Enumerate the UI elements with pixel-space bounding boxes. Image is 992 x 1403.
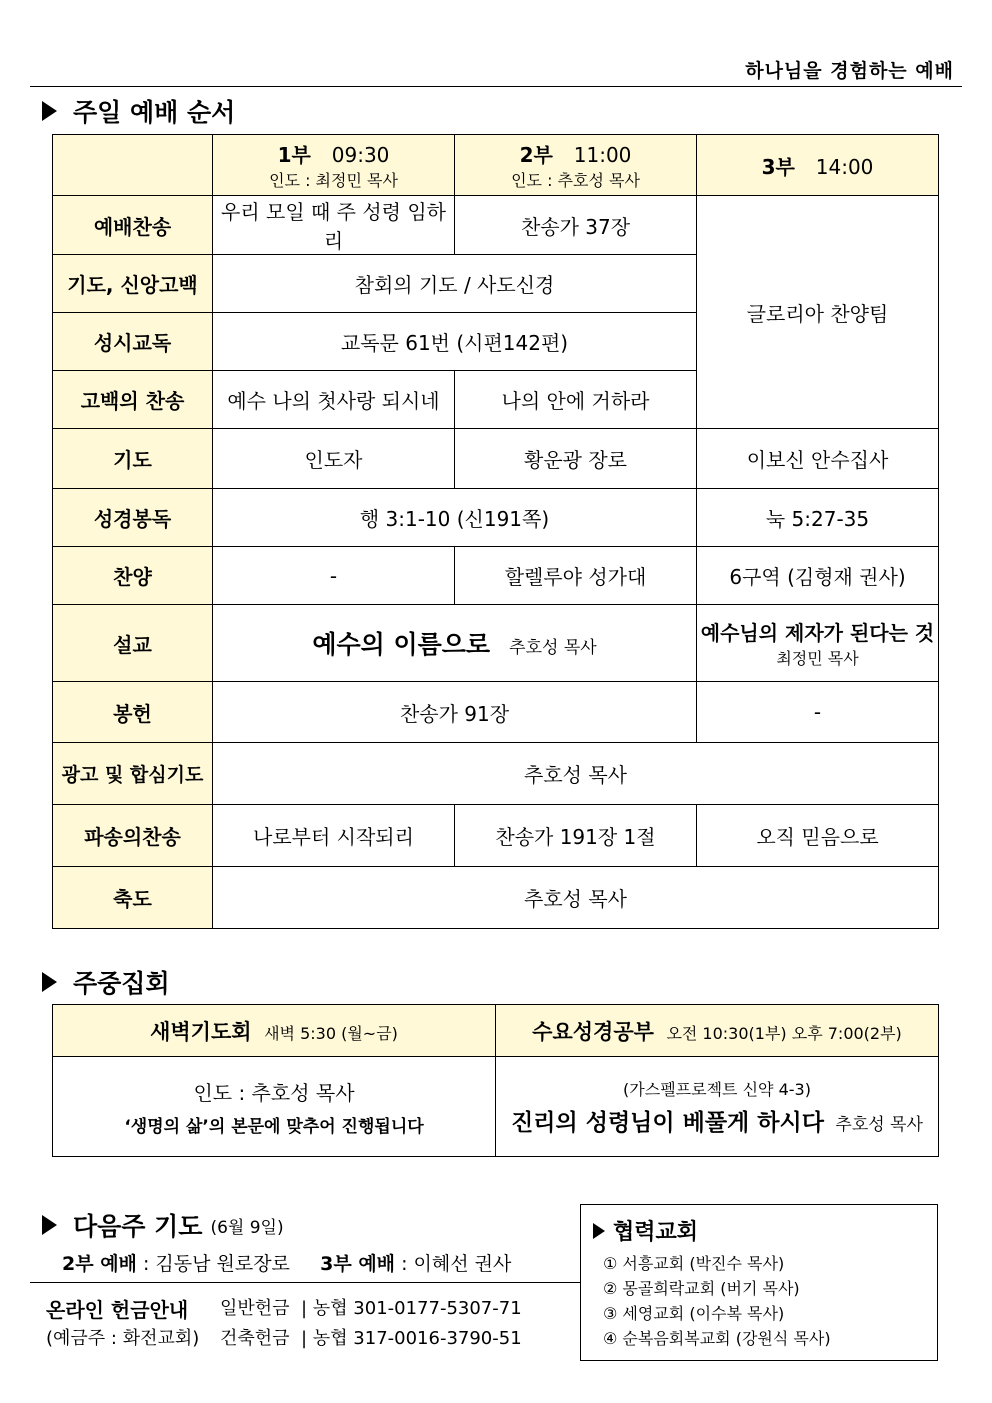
row-label-hymn: 예배찬송 (53, 196, 213, 255)
scripture-part12: 행 3:1-10 (신191쪽) (213, 489, 697, 547)
list-item: ② 몽골희락교회 (버기 목사) (603, 1279, 800, 1298)
sending-part3: 오직 믿음으로 (697, 805, 939, 867)
sunday-title-text: 주일 예배 순서 (73, 98, 236, 127)
offering-part12: 찬송가 91장 (213, 682, 697, 743)
wednesday-sermon-title: 진리의 성령님이 베풀게 하시다 (511, 1109, 824, 1136)
row-label-creed: 기도, 신앙고백 (53, 255, 213, 313)
hymn-part1: 우리 모일 때 주 성령 임하리 (213, 196, 455, 255)
row-label-confession: 고백의 찬송 (53, 371, 213, 429)
next-prayer-title (42, 1207, 284, 1243)
part3-name: 3부 (761, 154, 795, 179)
part3-prayer-name: : 이혜선 권사 (401, 1253, 512, 1275)
general-offering-row (220, 1294, 522, 1320)
list-item: ③ 세영교회 (이수복 목사) (603, 1304, 785, 1323)
part1-time: 09:30 (331, 143, 390, 167)
next-prayer-date: (6월 9일) (210, 1217, 284, 1238)
sending-part2: 찬송가 191장 1절 (455, 805, 697, 867)
list-item: ① 서흥교회 (박진수 목사) (603, 1254, 785, 1273)
table-row (53, 1057, 939, 1157)
table-row (53, 867, 939, 929)
partner-churches-list (603, 1251, 831, 1351)
row-label-prayer: 기도 (53, 429, 213, 489)
table-row (53, 682, 939, 743)
praise-part1: - (213, 547, 455, 605)
praise-part3: 6구역 (김형재 권사) (697, 547, 939, 605)
table-row (53, 605, 939, 682)
sunday-section-title (42, 93, 235, 129)
wednesday-series: (가스펠프로젝트 신약 4-3) (623, 1079, 811, 1099)
praise-team-part3: 글로리아 찬양팀 (697, 196, 939, 429)
sermon-part12-title: 예수의 이름으로 (312, 630, 491, 659)
wednesday-name: 수요성경공부 (532, 1019, 654, 1044)
part2-name: 2부 (519, 143, 553, 167)
dawn-note: ‘생명의 삶’의 본문에 맞추어 진행됩니다 (124, 1116, 424, 1137)
header-part1 (213, 135, 455, 196)
wednesday-preacher: 추호성 목사 (835, 1114, 923, 1135)
row-label-blessing: 축도 (53, 867, 213, 929)
header-blank (53, 135, 213, 196)
weekly-title-text: 주중집회 (73, 969, 170, 998)
part1-leader: 인도 : 최정민 목사 (269, 171, 398, 190)
general-offering-account: | 농협 301-0177-5307-71 (301, 1298, 522, 1319)
next-prayer-title-text: 다음주 기도 (73, 1212, 203, 1241)
next-prayer-assignments (62, 1249, 511, 1276)
row-label-praise: 찬양 (53, 547, 213, 605)
scripture-part3: 눅 5:27-35 (697, 489, 939, 547)
weekly-meetings-table (52, 1004, 939, 1157)
table-row (53, 135, 939, 196)
part3-prayer-label: 3부 예배 (320, 1253, 396, 1275)
weekly-section-title (42, 964, 170, 1000)
reading-part12: 교독문 61번 (시편142편) (213, 313, 697, 371)
sermon-part3-preacher: 최정민 목사 (776, 649, 859, 668)
sermon-part3 (697, 605, 939, 682)
page-tagline: 하나님을 경험하는 예배 (745, 60, 954, 82)
praise-part2: 할렐루야 성가대 (455, 547, 697, 605)
dawn-header (53, 1005, 496, 1057)
wednesday-header (496, 1005, 939, 1057)
part2-prayer-label: 2부 예배 (62, 1253, 137, 1275)
building-offering-account: | 농협 317-0016-3790-51 (301, 1328, 522, 1349)
row-label-sending: 파송의찬송 (53, 805, 213, 867)
part3-time: 14:00 (815, 154, 874, 179)
table-row (53, 196, 939, 255)
confession-part1: 예수 나의 첫사랑 되시네 (213, 371, 455, 429)
sunday-service-table (52, 134, 939, 929)
table-row (53, 743, 939, 805)
sermon-part12-preacher: 추호성 목사 (509, 638, 597, 658)
wednesday-body (496, 1057, 939, 1157)
dawn-body (53, 1057, 496, 1157)
building-offering-label: 건축헌금 (220, 1328, 290, 1349)
triangle-bullet-icon (42, 972, 57, 992)
partner-churches-box (580, 1204, 938, 1361)
wednesday-time: 오전 10:30(1부) 오후 7:00(2부) (666, 1023, 902, 1043)
row-label-reading: 성시교독 (53, 313, 213, 371)
part2-time: 11:00 (573, 143, 632, 167)
table-row (53, 1005, 939, 1057)
blessing-all: 추호성 목사 (213, 867, 939, 929)
sermon-part12 (213, 605, 697, 682)
top-divider (30, 86, 962, 87)
online-account-holder: (예금주 : 화전교회) (46, 1328, 200, 1349)
table-row (53, 489, 939, 547)
table-row (53, 429, 939, 489)
row-label-offering: 봉헌 (53, 682, 213, 743)
table-row (53, 547, 939, 605)
dawn-leader: 인도 : 추호성 목사 (193, 1080, 355, 1105)
row-label-scripture: 성경봉독 (53, 489, 213, 547)
prayer-part3: 이보신 안수집사 (697, 429, 939, 489)
header-part3 (697, 135, 939, 196)
prayer-divider (30, 1282, 580, 1283)
triangle-bullet-icon (42, 1215, 57, 1235)
prayer-part2: 황운광 장로 (455, 429, 697, 489)
partner-churches-title-text: 협력교회 (613, 1220, 699, 1245)
building-offering-row (220, 1324, 522, 1350)
dawn-time: 새벽 5:30 (월~금) (264, 1023, 398, 1043)
part2-prayer-name: : 김동남 원로장로 (142, 1253, 290, 1275)
notice-all: 추호성 목사 (213, 743, 939, 805)
part2-leader: 인도 : 추호성 목사 (511, 171, 640, 190)
offering-part3: - (697, 682, 939, 743)
sending-part1: 나로부터 시작되리 (213, 805, 455, 867)
row-label-notice: 광고 및 합심기도 (53, 743, 213, 805)
confession-part2: 나의 안에 거하라 (455, 371, 697, 429)
dawn-name: 새벽기도회 (150, 1019, 252, 1044)
table-row (53, 805, 939, 867)
hymn-part2: 찬송가 37장 (455, 196, 697, 255)
creed-part12: 참회의 기도 / 사도신경 (213, 255, 697, 313)
prayer-part1: 인도자 (213, 429, 455, 489)
online-offering-title: 온라인 헌금안내 (46, 1298, 189, 1322)
general-offering-label: 일반헌금 (220, 1298, 290, 1319)
row-label-sermon: 설교 (53, 605, 213, 682)
sermon-part3-title: 예수님의 제자가 된다는 것 (700, 621, 935, 645)
partner-churches-title (593, 1215, 698, 1246)
header-part2 (455, 135, 697, 196)
triangle-bullet-icon (42, 101, 57, 121)
part1-name: 1부 (277, 143, 311, 167)
list-item: ④ 순복음회복교회 (강원식 목사) (603, 1329, 831, 1348)
triangle-bullet-icon (593, 1223, 605, 1239)
